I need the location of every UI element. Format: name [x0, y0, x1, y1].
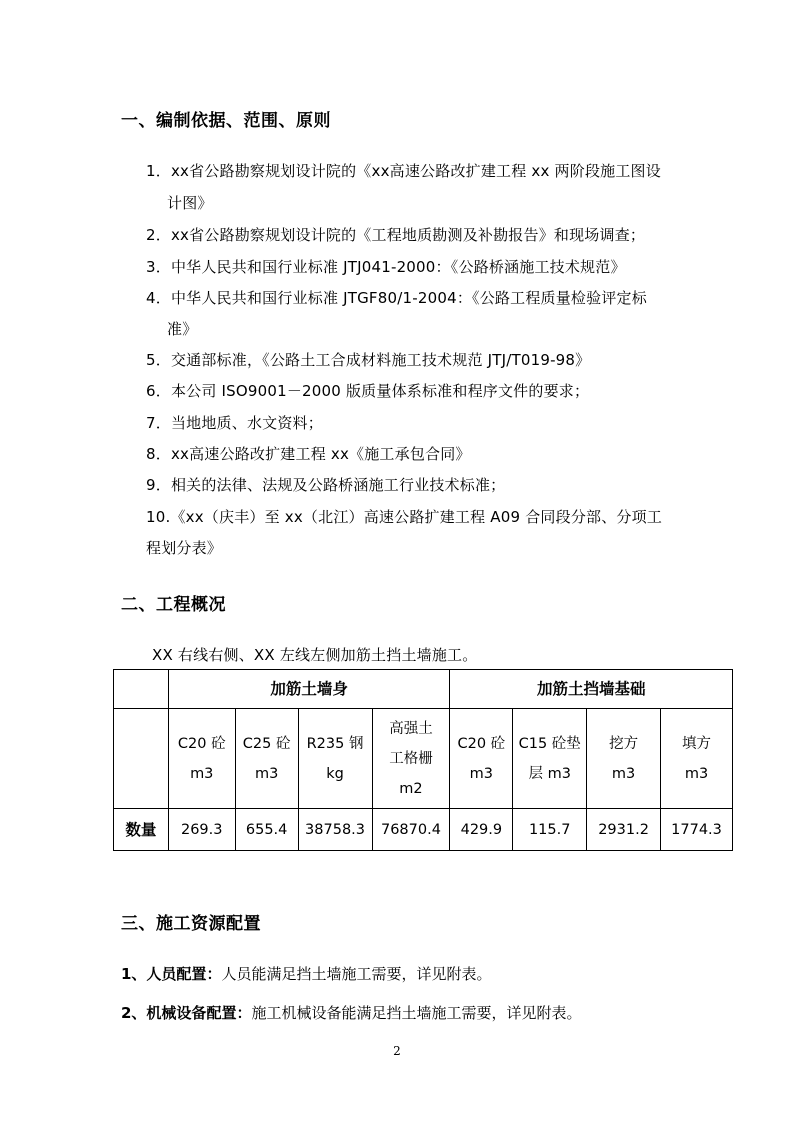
quantity-table [113, 669, 733, 851]
table-cell: 655.4 [235, 809, 298, 851]
table-group-wall-body: 加筋土墙身 [168, 670, 450, 709]
table-col-header: C20 砼 m3 [450, 709, 513, 809]
table-col-header: R235 钢 kg [298, 709, 372, 809]
basis-item-1-line2: 计图》 [167, 194, 213, 212]
basis-item-6: 6．本公司 ISO9001－2000 版质量体系标准和程序文件的要求； [146, 382, 590, 400]
basis-item-8: 8．xx高速公路改扩建工程 xx《施工承包合同》 [146, 445, 471, 463]
basis-item-5: 5．交通部标准，《公路土工合成材料施工技术规范 JTJ/T019-98》 [146, 351, 591, 369]
table-col-header: C20 砼 m3 [168, 709, 235, 809]
basis-item-4-line1: 4．中华人民共和国行业标准 JTGF80/1-2004：《公路工程质量检验评定标 [146, 289, 647, 307]
resource-item-label: 2、机械设备配置： [121, 1004, 252, 1022]
basis-item-9: 9．相关的法律、法规及公路桥涵施工行业技术标准； [146, 476, 506, 494]
table-header-empty [114, 709, 169, 809]
resource-item-personnel [121, 963, 491, 984]
table-col-header: 高强土 工格栅 m2 [372, 709, 450, 809]
resource-item-label: 1、人员配置： [121, 965, 222, 983]
table-cell: 76870.4 [372, 809, 450, 851]
table-cell: 429.9 [450, 809, 513, 851]
table-col-header: C25 砼 m3 [235, 709, 298, 809]
basis-item-1-line1: 1．xx省公路勘察规划设计院的《xx高速公路改扩建工程 xx 两阶段施工图设 [146, 162, 661, 180]
basis-item-3: 3．中华人民共和国行业标准 JTJ041-2000：《公路桥涵施工技术规范》 [146, 258, 626, 276]
resource-item-equipment [121, 1002, 581, 1023]
table-cell: 269.3 [168, 809, 235, 851]
table-row-label: 数量 [114, 809, 169, 851]
table-col-header: 挖方 m3 [587, 709, 661, 809]
resource-item-text: 施工机械设备能满足挡土墙施工需要，详见附表。 [251, 1004, 582, 1022]
section-title-overview: 二、工程概况 [121, 595, 226, 615]
table-group-foundation: 加筋土挡墙基础 [450, 670, 733, 709]
table-cell: 1774.3 [661, 809, 733, 851]
overview-intro: XX 右线右侧、XX 左线左侧加筋土挡土墙施工。 [152, 646, 478, 664]
resource-item-text: 人员能满足挡土墙施工需要，详见附表。 [221, 965, 492, 983]
table-col-header: C15 砼垫 层 m3 [513, 709, 587, 809]
page-number: 2 [393, 1044, 401, 1058]
table-corner-cell [114, 670, 169, 709]
table-cell: 2931.2 [587, 809, 661, 851]
table-col-header: 填方 m3 [661, 709, 733, 809]
basis-item-10-line2: 程划分表》 [146, 539, 223, 557]
table-cell: 115.7 [513, 809, 587, 851]
basis-item-2: 2．xx省公路勘察规划设计院的《工程地质勘测及补勘报告》和现场调查； [146, 226, 646, 244]
basis-item-4-line2: 准》 [167, 320, 198, 338]
section-title-resources: 三、施工资源配置 [121, 914, 261, 934]
basis-item-10-line1: 10.《xx（庆丰）至 xx（北江）高速公路扩建工程 A09 合同段分部、分项工 [146, 508, 663, 526]
section-title-basis: 一、编制依据、范围、原则 [121, 111, 331, 131]
basis-item-7: 7．当地地质、水文资料； [146, 414, 323, 432]
table-cell: 38758.3 [298, 809, 372, 851]
